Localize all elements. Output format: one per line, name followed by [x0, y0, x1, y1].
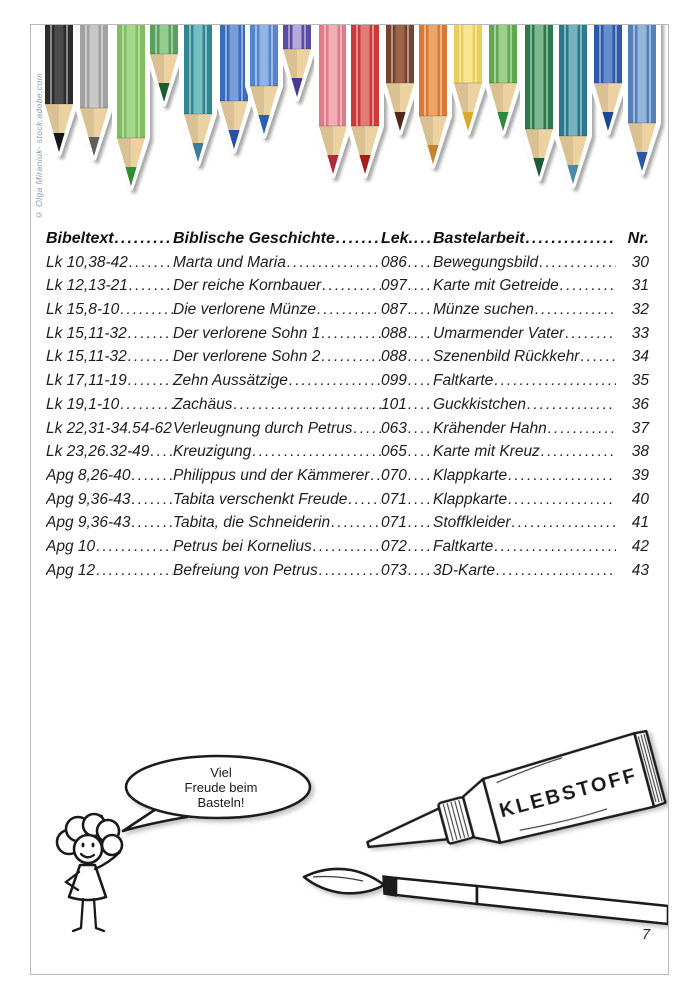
- cell-text: Zachäus: [173, 395, 233, 413]
- dot-leader: [408, 369, 433, 393]
- cell-lek: [381, 345, 433, 369]
- cell-text: 36: [631, 395, 649, 413]
- cell-geschichte: [173, 488, 381, 512]
- colored-pencil-teal: [182, 25, 215, 164]
- colored-pencil-red: [349, 25, 382, 176]
- cell-bastelarbeit: [433, 511, 616, 535]
- table-header-row: [46, 227, 650, 251]
- table-row: [46, 488, 650, 512]
- dot-leader: [96, 559, 173, 583]
- cell-text: Biblische Geschichte: [173, 230, 335, 247]
- dot-leader: [408, 464, 433, 488]
- colored-pencil-mid-green: [487, 25, 520, 133]
- cell-text: Tabita, die Schneiderin: [173, 514, 331, 532]
- dot-leader: [512, 511, 616, 535]
- table-row: [46, 559, 650, 583]
- cell-nr: [616, 393, 650, 417]
- cell-text: Lk 19,1-10: [46, 395, 120, 413]
- cell-nr: [616, 251, 650, 275]
- dot-leader: [414, 227, 433, 251]
- cell-bastelarbeit: [433, 298, 616, 322]
- cell-bibeltext: [46, 464, 173, 488]
- cell-bastelarbeit: [433, 464, 616, 488]
- speech-bubble-line1: Viel: [210, 765, 232, 780]
- dot-leader: [539, 251, 616, 275]
- cell-bastelarbeit: [433, 227, 616, 251]
- dot-leader: [560, 274, 616, 298]
- dot-leader: [128, 345, 173, 369]
- dot-leader: [580, 345, 616, 369]
- contents-table: [46, 227, 650, 582]
- dot-leader: [313, 535, 381, 559]
- cell-bibeltext: [46, 488, 173, 512]
- dot-leader: [120, 298, 173, 322]
- cell-bastelarbeit: [433, 393, 616, 417]
- dot-leader: [408, 251, 433, 275]
- dot-leader: [131, 464, 173, 488]
- dot-leader: [527, 393, 616, 417]
- cell-lek: [381, 322, 433, 346]
- cell-bibeltext: [46, 322, 173, 346]
- cell-geschichte: [173, 440, 381, 464]
- cell-text: Lk 10,38-42: [46, 253, 128, 271]
- paintbrush-illustration: [304, 869, 668, 924]
- cell-nr: [616, 274, 650, 298]
- dot-leader: [131, 511, 173, 535]
- pencil-border-illustration: [31, 25, 668, 210]
- dot-leader: [408, 559, 433, 583]
- cell-geschichte: [173, 464, 381, 488]
- cell-bastelarbeit: [433, 345, 616, 369]
- cell-text: Lk 22,31-34.54-62: [46, 419, 172, 437]
- cell-nr: [616, 322, 650, 346]
- cell-lek: [381, 511, 433, 535]
- cell-text: 33: [631, 324, 649, 342]
- dot-leader: [289, 369, 381, 393]
- cell-text: Karte mit Kreuz: [433, 443, 540, 461]
- dot-leader: [508, 488, 616, 512]
- dot-leader: [408, 440, 433, 464]
- dot-leader: [96, 535, 173, 559]
- cell-geschichte: [173, 559, 381, 583]
- cell-text: Die verlorene Münze: [173, 301, 317, 319]
- book-page: [30, 24, 669, 975]
- table-row: [46, 440, 650, 464]
- cell-lek: [381, 464, 433, 488]
- dot-leader: [150, 440, 173, 464]
- cell-bastelarbeit: [433, 417, 616, 441]
- cell-text: Zehn Aussätzige: [173, 372, 288, 390]
- dot-leader: [115, 227, 173, 251]
- cell-lek: [381, 393, 433, 417]
- colored-pencil-orange: [417, 25, 450, 166]
- glue-tube-illustration: [358, 730, 666, 881]
- colored-pencil-purple: [281, 25, 314, 99]
- dot-leader: [526, 227, 616, 251]
- cell-text: Apg 8,26-40: [46, 466, 131, 484]
- cell-geschichte: [173, 535, 381, 559]
- cell-lek: [381, 559, 433, 583]
- dot-leader: [408, 298, 433, 322]
- dot-leader: [348, 488, 381, 512]
- dot-leader: [354, 417, 381, 441]
- colored-pencil-gray: [78, 25, 111, 158]
- table-row: [46, 417, 650, 441]
- cell-text: Klappkarte: [433, 490, 508, 508]
- cell-text: Der verlorene Sohn 1: [173, 324, 321, 342]
- table-row: [46, 274, 650, 298]
- cell-text: Apg 9,36-43: [46, 514, 131, 532]
- dot-leader: [128, 322, 173, 346]
- table-row: [46, 345, 650, 369]
- cell-lek: [381, 251, 433, 275]
- cell-text: 101: [381, 395, 407, 413]
- table-row: [46, 298, 650, 322]
- cell-bibeltext: [46, 559, 173, 583]
- cell-text: Befreiung von Petrus: [173, 561, 318, 579]
- colored-pencil-green: [148, 25, 181, 104]
- cell-text: Lk 12,13-21: [46, 277, 128, 295]
- cell-nr: [616, 227, 650, 251]
- cell-text: 41: [631, 514, 649, 532]
- cell-text: Szenenbild Rückkehr: [433, 348, 580, 366]
- dot-leader: [321, 345, 381, 369]
- cell-bibeltext: [46, 511, 173, 535]
- cell-nr: [616, 345, 650, 369]
- cell-geschichte: [173, 417, 381, 441]
- cell-text: 3D-Karte: [433, 561, 496, 579]
- cell-text: 073: [381, 561, 407, 579]
- cell-text: Faltkarte: [433, 372, 494, 390]
- cell-text: 087: [381, 301, 407, 319]
- colored-pencil-steel-blue: [626, 25, 659, 173]
- dot-leader: [129, 251, 173, 275]
- dot-leader: [331, 511, 381, 535]
- cell-text: Bewegungsbild: [433, 253, 539, 271]
- cell-text: Petrus bei Kornelius: [173, 537, 312, 555]
- cell-text: Faltkarte: [433, 537, 494, 555]
- cell-text: Der reiche Kornbauer: [173, 277, 322, 295]
- table-row: [46, 511, 650, 535]
- cell-bastelarbeit: [433, 488, 616, 512]
- cell-text: 063: [381, 419, 407, 437]
- cell-text: Tabita verschenkt Freude: [173, 490, 348, 508]
- cell-text: Bibeltext: [46, 230, 114, 247]
- cell-text: 38: [631, 443, 649, 461]
- cell-text: 37: [631, 419, 649, 437]
- cell-bibeltext: [46, 417, 173, 441]
- dot-leader: [319, 559, 381, 583]
- dot-leader: [408, 535, 433, 559]
- cell-text: Lek.: [381, 230, 414, 247]
- cell-lek: [381, 369, 433, 393]
- cell-text: Karte mit Getreide: [433, 277, 559, 295]
- cell-geschichte: [173, 251, 381, 275]
- dot-leader: [408, 417, 433, 441]
- cell-text: 39: [631, 466, 649, 484]
- colored-pencil-light-green: [115, 25, 148, 188]
- table-row: [46, 393, 650, 417]
- cell-text: 065: [381, 443, 407, 461]
- cell-nr: [616, 440, 650, 464]
- cell-text: 43: [631, 561, 649, 579]
- dot-leader: [321, 322, 381, 346]
- dot-leader: [548, 417, 616, 441]
- cell-bastelarbeit: [433, 369, 616, 393]
- cell-text: 097: [381, 277, 407, 295]
- cell-text: Kreuzigung: [173, 443, 252, 461]
- page-number: 7: [641, 926, 651, 943]
- speech-bubble: [123, 756, 310, 831]
- cell-text: 40: [631, 490, 649, 508]
- cell-text: Apg 9,36-43: [46, 490, 131, 508]
- cell-nr: [616, 535, 650, 559]
- cell-bastelarbeit: [433, 322, 616, 346]
- cell-text: 31: [631, 277, 649, 295]
- colored-pencil-light-blue: [248, 25, 281, 136]
- cell-text: Stoffkleider: [433, 514, 511, 532]
- cell-geschichte: [173, 511, 381, 535]
- dot-leader: [408, 274, 433, 298]
- colored-pencil-brown: [384, 25, 417, 133]
- cell-lek: [381, 440, 433, 464]
- dot-leader: [565, 322, 616, 346]
- dot-leader: [317, 298, 381, 322]
- dot-leader: [494, 535, 616, 559]
- dot-leader: [252, 440, 381, 464]
- speech-bubble-line2: Freude beim: [184, 780, 258, 795]
- colored-pencil-dark-teal: [557, 25, 590, 186]
- cell-bastelarbeit: [433, 440, 616, 464]
- dot-leader: [508, 464, 616, 488]
- dot-leader: [128, 369, 173, 393]
- cell-text: 32: [631, 301, 649, 319]
- colored-pencil-pink: [317, 25, 350, 176]
- cell-text: 088: [381, 324, 407, 342]
- cell-text: 072: [381, 537, 407, 555]
- dot-leader: [494, 369, 616, 393]
- cell-bibeltext: [46, 369, 173, 393]
- dot-leader: [120, 393, 173, 417]
- colored-pencil-royal-blue: [592, 25, 625, 133]
- cell-bibeltext: [46, 227, 173, 251]
- cell-text: Krähender Hahn: [433, 419, 547, 437]
- colored-pencil-black: [43, 25, 76, 154]
- table-row: [46, 251, 650, 275]
- cell-lek: [381, 227, 433, 251]
- dot-leader: [496, 559, 616, 583]
- dot-leader: [408, 511, 433, 535]
- cell-text: Guckkistchen: [433, 395, 527, 413]
- cell-text: 086: [381, 253, 407, 271]
- cell-text: 099: [381, 372, 407, 390]
- cell-bibeltext: [46, 535, 173, 559]
- cell-text: 071: [381, 514, 407, 532]
- cell-bibeltext: [46, 393, 173, 417]
- cell-bastelarbeit: [433, 274, 616, 298]
- cell-lek: [381, 535, 433, 559]
- cell-nr: [616, 417, 650, 441]
- bottom-illustration: [31, 725, 668, 974]
- cell-bibeltext: [46, 274, 173, 298]
- colored-pencil-yellow: [452, 25, 485, 133]
- speech-bubble-line3: Basteln!: [197, 795, 245, 810]
- dot-leader: [287, 251, 381, 275]
- cell-geschichte: [173, 369, 381, 393]
- cell-text: Philippus und der Kämmerer: [173, 466, 370, 484]
- dot-leader: [370, 464, 381, 488]
- cell-text: Apg 12: [46, 561, 96, 579]
- dot-leader: [131, 488, 173, 512]
- cell-text: Nr.: [627, 230, 649, 247]
- cell-lek: [381, 298, 433, 322]
- cell-geschichte: [173, 298, 381, 322]
- cell-nr: [616, 464, 650, 488]
- cell-bastelarbeit: [433, 559, 616, 583]
- cell-geschichte: [173, 322, 381, 346]
- dot-leader: [129, 274, 173, 298]
- cell-bibeltext: [46, 440, 173, 464]
- cell-text: 35: [631, 372, 649, 390]
- cell-lek: [381, 488, 433, 512]
- cell-text: Marta und Maria: [173, 253, 286, 271]
- cell-geschichte: [173, 227, 381, 251]
- cell-lek: [381, 274, 433, 298]
- cell-nr: [616, 488, 650, 512]
- cell-text: Lk 15,8-10: [46, 301, 120, 319]
- table-row: [46, 464, 650, 488]
- cell-text: Verleugnung durch Petrus: [173, 419, 353, 437]
- dot-leader: [322, 274, 381, 298]
- dot-leader: [408, 393, 433, 417]
- cell-lek: [381, 417, 433, 441]
- table-row: [46, 322, 650, 346]
- cell-bastelarbeit: [433, 251, 616, 275]
- dot-leader: [535, 298, 616, 322]
- dot-leader: [233, 393, 381, 417]
- cell-geschichte: [173, 345, 381, 369]
- cell-nr: [616, 559, 650, 583]
- cell-bibeltext: [46, 345, 173, 369]
- cell-text: 088: [381, 348, 407, 366]
- cell-text: 34: [631, 348, 649, 366]
- cell-bibeltext: [46, 298, 173, 322]
- dot-leader: [541, 440, 616, 464]
- cell-text: Lk 15,11-32: [46, 348, 127, 366]
- cell-text: Lk 15,11-32: [46, 324, 127, 342]
- cell-nr: [616, 369, 650, 393]
- cell-text: Lk 17,11-19: [46, 372, 127, 390]
- cell-text: 071: [381, 490, 407, 508]
- cell-text: Bastelarbeit: [433, 230, 525, 247]
- dot-leader: [408, 345, 433, 369]
- copyright-text: © Olga Miraniuk- stock.adobe.com: [34, 72, 44, 220]
- glue-tube-label: KLEBSTOFF: [497, 764, 641, 823]
- cell-nr: [616, 511, 650, 535]
- cell-text: 070: [381, 466, 407, 484]
- colored-pencil-forest-green: [523, 25, 556, 179]
- cell-text: Klappkarte: [433, 466, 508, 484]
- cell-text: Umarmender Vater: [433, 324, 565, 342]
- cell-text: Der verlorene Sohn 2: [173, 348, 321, 366]
- cell-text: Apg 10: [46, 537, 96, 555]
- cell-bibeltext: [46, 251, 173, 275]
- table-row: [46, 369, 650, 393]
- cell-text: Münze suchen: [433, 301, 534, 319]
- stick-figure-girl: [57, 814, 122, 931]
- cell-text: Lk 23,26.32-49: [46, 443, 150, 461]
- dot-leader: [408, 488, 433, 512]
- dot-leader: [408, 322, 433, 346]
- cell-text: 42: [631, 537, 649, 555]
- cell-bastelarbeit: [433, 535, 616, 559]
- cell-geschichte: [173, 393, 381, 417]
- dot-leader: [336, 227, 381, 251]
- cell-nr: [616, 298, 650, 322]
- table-row: [46, 535, 650, 559]
- cell-text: 30: [631, 253, 649, 271]
- cell-geschichte: [173, 274, 381, 298]
